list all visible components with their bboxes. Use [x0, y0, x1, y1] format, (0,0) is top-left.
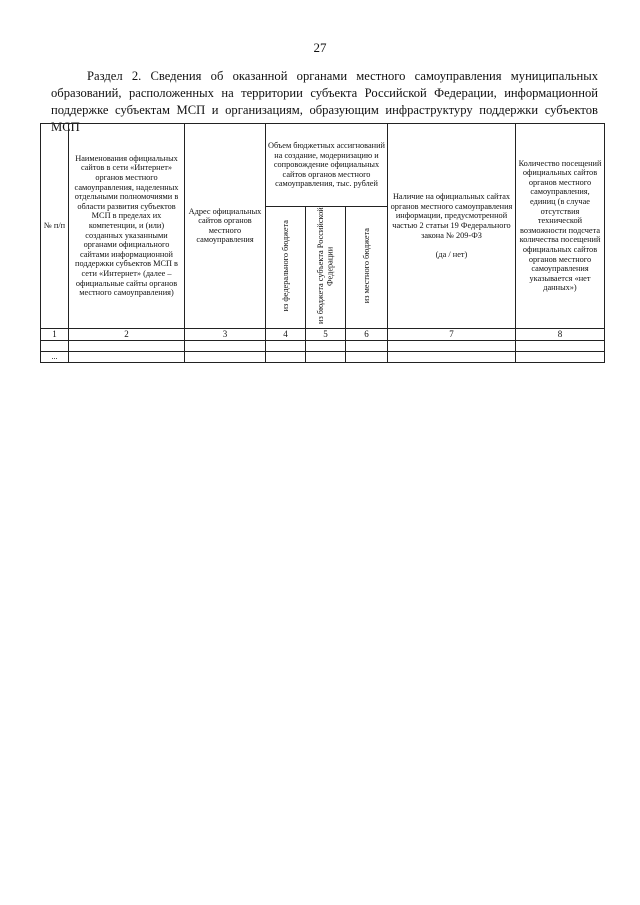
table-cell — [266, 351, 306, 362]
column-numbers-row — [41, 328, 605, 340]
table-cell — [346, 340, 388, 351]
table-cell — [516, 340, 605, 351]
table-cell: ... — [41, 351, 69, 362]
header-visits-count: Количество посещений официальных сайтов органов местного самоуправления, единиц (в случае отсутствия технической возможности подсчета количества посещений официальных сайтов органов местного самоуправления указывается «нет данных») — [516, 124, 605, 329]
table-cell — [185, 340, 266, 351]
column-number: 2 — [69, 328, 185, 340]
table-cell — [69, 340, 185, 351]
heading-line-2: образований, расположенных на территории субъекта Российской Федерации, информационной — [51, 86, 598, 100]
header-regional-budget — [306, 207, 346, 329]
report-table — [40, 123, 605, 363]
column-number: 3 — [185, 328, 266, 340]
page-number: 27 — [313, 40, 327, 55]
header-local-budget — [346, 207, 388, 329]
table-cell — [516, 351, 605, 362]
header-local-budget-text: из местного бюджета — [361, 228, 371, 304]
header-row-1 — [41, 124, 605, 207]
table-cell — [69, 351, 185, 362]
table-row — [41, 340, 605, 351]
table-cell — [41, 340, 69, 351]
header-site-names: Наименования официальных сайтов в сети «Интернет» органов местного самоуправления, наделенных отдельными полномочиями в области развития субъектов МСП в пределах их компетенции, и (или) созданных указанными органами официального сайтами информационной поддержки субъектов МСП в сети «Интернет» (далее – официальные сайты органов местного самоуправления) — [69, 124, 185, 329]
header-federal-budget-text: из федерального бюджета — [280, 220, 290, 312]
column-number: 1 — [41, 328, 69, 340]
header-budget-group: Объем бюджетных ассигнований на создание, модернизацию и сопровождение официальных сайтов органов местного самоуправления, тыс. рублей — [266, 124, 388, 207]
column-number: 8 — [516, 328, 605, 340]
table-cell — [346, 351, 388, 362]
header-information-presence — [388, 124, 516, 329]
header-federal-budget — [266, 207, 306, 329]
table-cell — [306, 351, 346, 362]
header-information-text: Наличие на официальных сайтах органов местного самоуправления информации, предусмотренной частью 2 статьи 19 Федерального закона № 209-ФЗ — [390, 192, 513, 240]
column-number: 6 — [346, 328, 388, 340]
table-cell — [185, 351, 266, 362]
heading-line-3: поддержке субъектам МСП и организациям, образующим инфраструктуру поддержки субъектов МСП — [51, 103, 598, 134]
heading-line-1: Раздел 2. Сведения об оказанной органами местного самоуправления муниципальных — [87, 69, 598, 83]
table-cell — [388, 351, 516, 362]
header-information-note: (да / нет) — [435, 249, 468, 259]
column-number: 7 — [388, 328, 516, 340]
table-cell — [266, 340, 306, 351]
column-number: 4 — [266, 328, 306, 340]
column-number: 5 — [306, 328, 346, 340]
header-regional-budget-text: из бюджета субъекта Российской Федерации — [315, 207, 335, 325]
table-cell — [306, 340, 346, 351]
table-row — [41, 351, 605, 362]
header-site-address: Адрес официальных сайтов органов местного самоуправления — [185, 124, 266, 329]
table-cell — [388, 340, 516, 351]
header-number: № п/п — [41, 124, 69, 329]
